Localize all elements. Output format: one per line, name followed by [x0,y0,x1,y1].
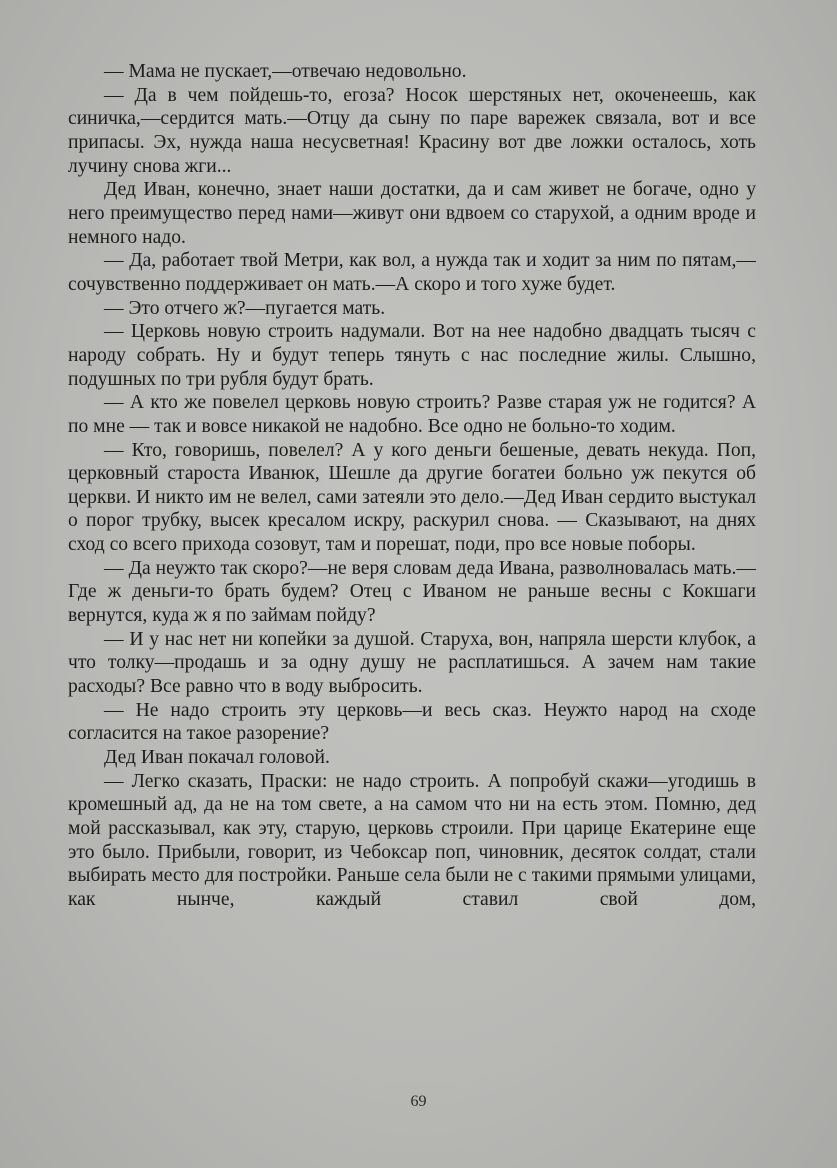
page-number: 69 [410,1093,427,1110]
paragraph-13: — Легко сказать, Праски: не надо строить. А попробуй скажи—угодишь в кромешный ад, да не на том свете, а на самом что ни на есть этом. Помню, дед мой рассказывал, как эту, старую, церковь строили. При царице Екатерине еще это было. Прибыли, говорит, из Чебоксар поп, чиновник, десяток солдат, стали выбирать место для постройки. Раньше села были не с такими прямыми улицами, как нынче, каждый ставил свой дом, [68,770,756,910]
paragraph-3: Дед Иван, конечно, знает наши достатки, да и сам живет не богаче, одно у него преимущество перед нами—живут они вдвоем со старухой, а одним вроде и немного надо. [68,179,756,248]
paragraph-5: — Это отчего ж?—пугается мать. [104,297,386,319]
paragraph-7: — А кто же повелел церковь новую строить? Разве старая уж не годится? А по мне — так и вовсе никакой не надобно. Все одно не больно-то ходим. [68,392,756,437]
paragraph-9: — Да неужто так скоро?—не веря словам деда Ивана, разволновалась мать.—Где ж деньги-то брать будем? Отец с Иваном не раньше весны с Кокшаги вернутся, куда ж я по займам пойду? [68,557,756,627]
paragraph-1: — Мама не пускает,—отвечаю недовольно. [104,61,467,82]
paragraph-2: — Да в чем пойдешь-то, егоза? Носок шерстяных нет, окоченеешь, как синичка,—сердится мать.—Отцу да сыну по паре варежек связала, вот и все припасы. Эх, нужда наша несусветная! Красину вот две ложки осталось, хоть лучину снова жги... [68,84,756,177]
paragraph-8: — Кто, говоришь, повелел? А у кого деньги бешеные, девать некуда. Поп, церковный староста Иванюк, Шешле да другие богатеи больно уж пекутся об церкви. И никто им не велел, сами затеяли это дело.—Дед Иван сердито выстукал о порог трубку, высек кресалом искру, раскурил снова. — Сказывают, на днях сход со всего прихода созовут, там и порешат, поди, про все новые поборы. [68,439,756,556]
paragraph-4: — Да, работает твой Метри, как вол, а нужда так и ходит за ним по пятам,—сочувственно поддерживает он мать.—А скоро и того хуже будет. [68,250,756,295]
paragraph-6: — Церковь новую строить надумали. Вот на нее надобно двадцать тысяч с народу собрать. Ну и будут теперь тянуть с нас последние жилы. Слышно, подушных по три рубля будут брать. [68,321,756,390]
paragraph-10: — И у нас нет ни копейки за душой. Старуха, вон, напряла шерсти клубок, а что толку—продашь и за одну душу не расплатишься. А зачем нам такие расходы? Все равно что в воду выбросить. [68,628,756,698]
paragraph-12: Дед Иван покачал головой. [104,747,330,769]
paragraph-11: — Не надо строить эту церковь—и весь сказ. Неужто народ на сходе согласится на такое разорение? [68,699,756,745]
page-text [68,60,756,912]
